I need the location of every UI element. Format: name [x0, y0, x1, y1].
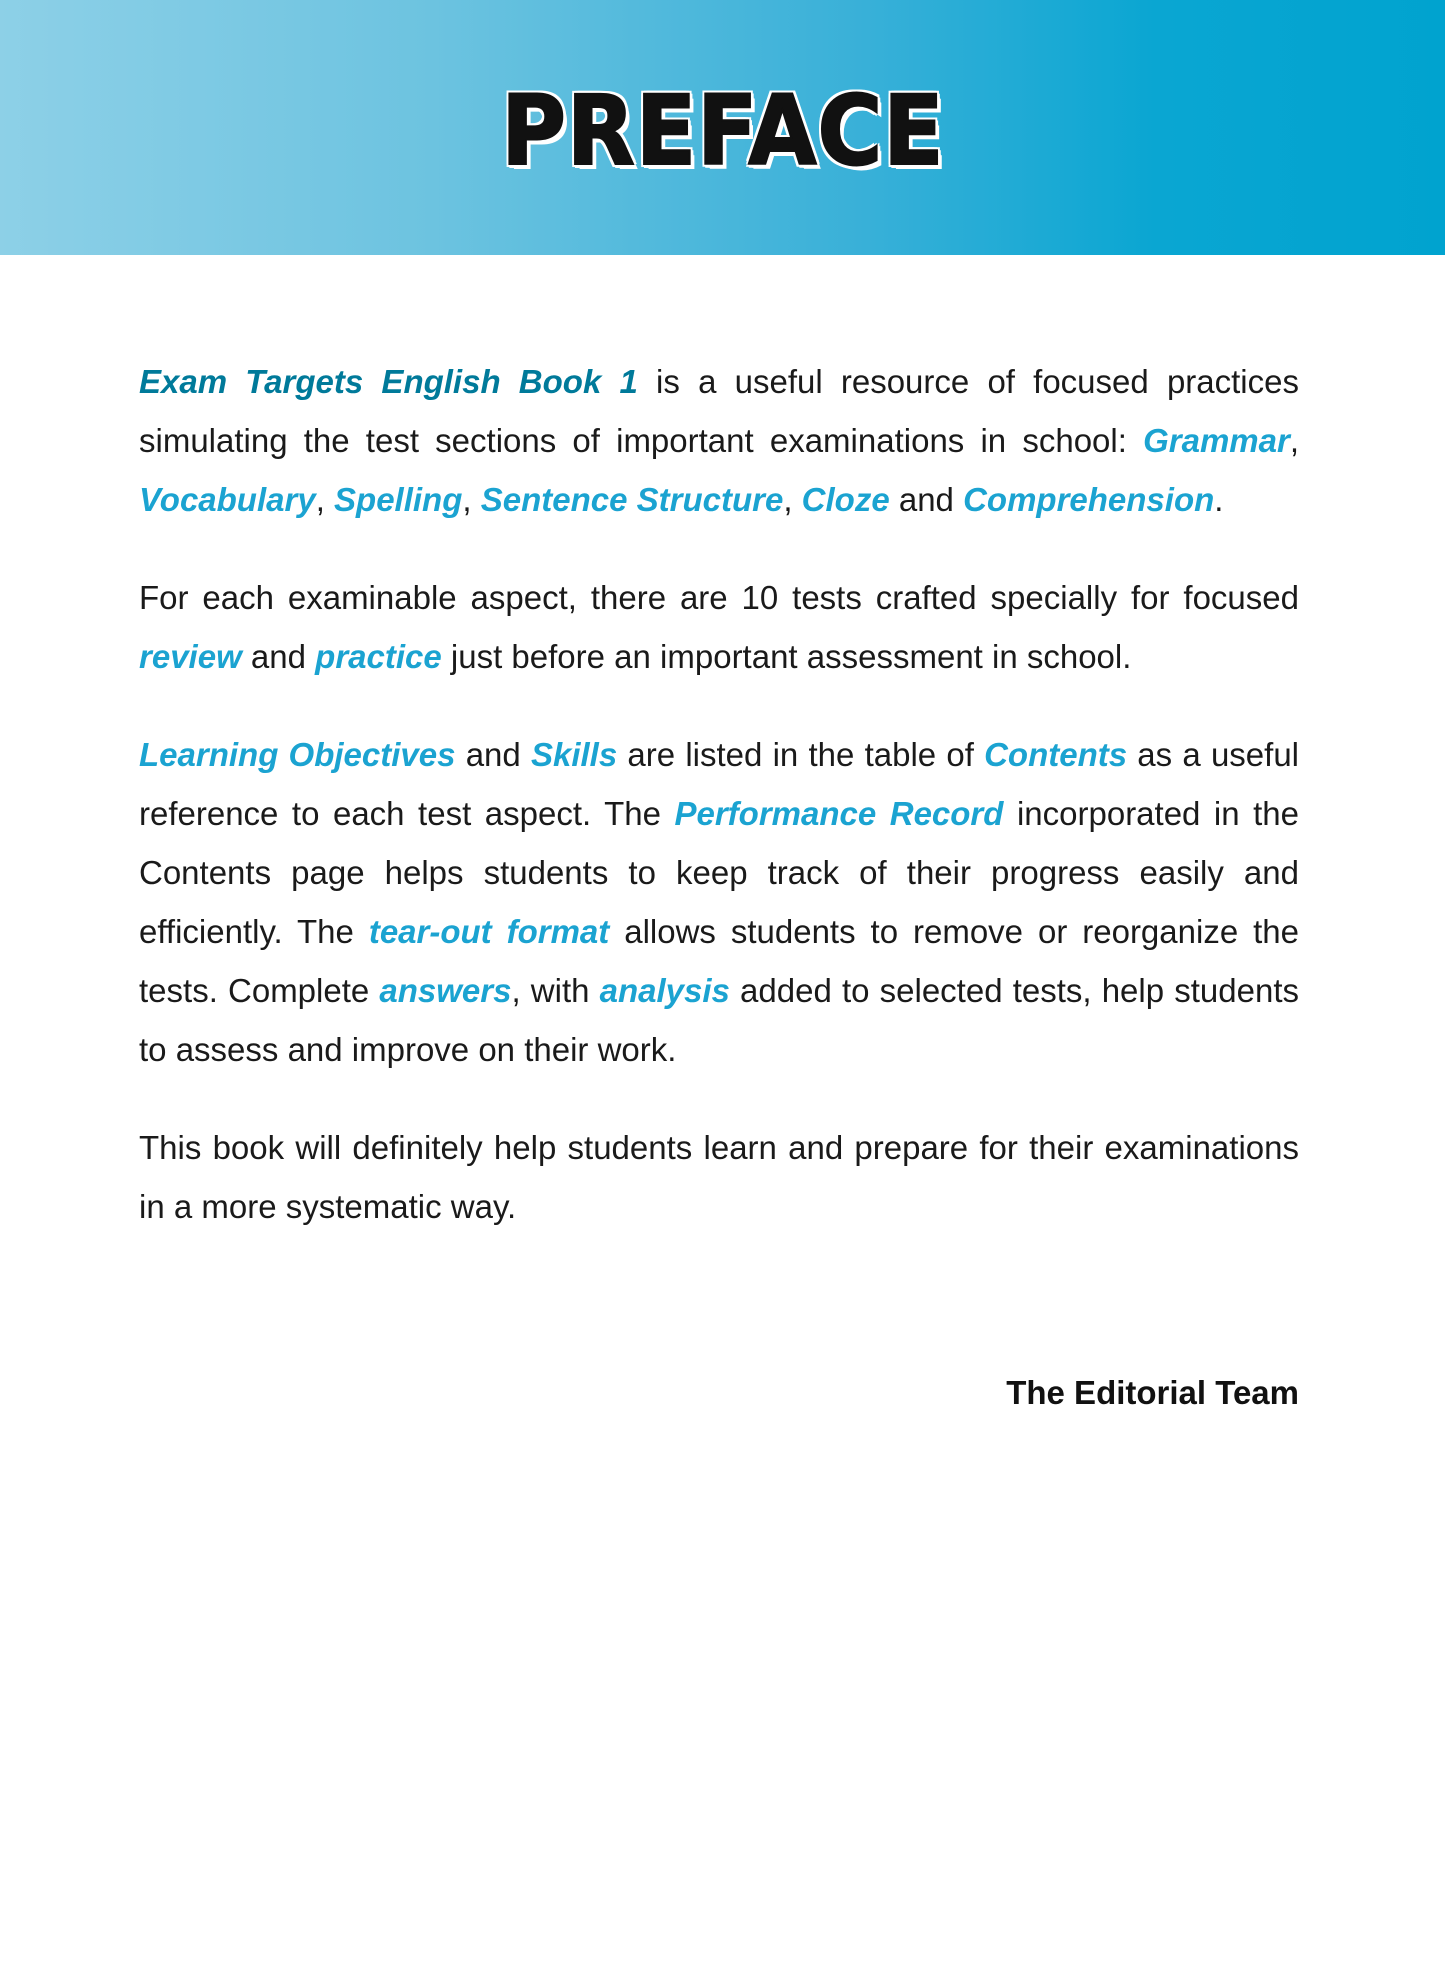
paragraph-features: [139, 725, 1299, 1079]
text-segment: .: [1214, 481, 1224, 518]
text-segment: just before an important assessment in school.: [441, 638, 1132, 675]
term-performance-record: Performance Record: [674, 795, 1004, 832]
text-segment: This book will definitely help students learn and prepare for their examinations in a more systematic way.: [139, 1129, 1299, 1225]
paragraph-tests: [139, 568, 1299, 686]
term-spelling: Spelling: [334, 481, 463, 518]
signature: The Editorial Team: [1006, 1374, 1299, 1411]
term-tear-out-format: tear-out format: [368, 913, 610, 950]
term-contents: Contents: [984, 736, 1128, 773]
text-segment: incorporated in the Contents page helps students to keep track of their progress easily and efficiently. The: [139, 795, 1300, 950]
text-segment: are listed in the table of: [617, 736, 985, 773]
text-segment: and: [241, 638, 316, 675]
term-comprehension: Comprehension: [963, 481, 1215, 518]
term-skills: Skills: [530, 736, 618, 773]
book-title: Exam Targets English Book 1: [139, 363, 638, 400]
text-segment: ,: [783, 481, 802, 518]
text-segment: allows students to remove or reorganize the tests. Complete: [139, 913, 1299, 1009]
text-segment: and: [455, 736, 531, 773]
term-vocabulary: Vocabulary: [139, 481, 316, 518]
term-analysis: analysis: [599, 972, 730, 1009]
text-segment: added to selected tests, help students to assess and improve on their work.: [139, 972, 1299, 1068]
text-segment: , with: [511, 972, 600, 1009]
term-learning-objectives: Learning Objectives: [139, 736, 456, 773]
term-review: review: [139, 638, 242, 675]
text-segment: ,: [1289, 422, 1299, 459]
text-segment: ,: [462, 481, 481, 518]
text-segment: and: [889, 481, 964, 518]
term-grammar: Grammar: [1143, 422, 1290, 459]
paragraph-intro: [139, 352, 1299, 529]
term-sentence-structure: Sentence Structure: [480, 481, 784, 518]
paragraph-closing: [139, 1118, 1299, 1236]
page-title: PREFACE: [500, 74, 945, 187]
term-cloze: Cloze: [801, 481, 890, 518]
term-practice: practice: [315, 638, 442, 675]
header-banner: [0, 0, 1445, 255]
text-segment: as a useful reference to each test aspect. The: [139, 736, 1299, 832]
preface-body: [139, 352, 1299, 1275]
text-segment: is a useful resource of focused practices simulating the test sections of important examinations in school:: [139, 363, 1299, 459]
term-answers: answers: [379, 972, 512, 1009]
text-segment: ,: [315, 481, 335, 518]
text-segment: For each examinable aspect, there are 10 tests crafted specially for focused: [139, 579, 1299, 616]
